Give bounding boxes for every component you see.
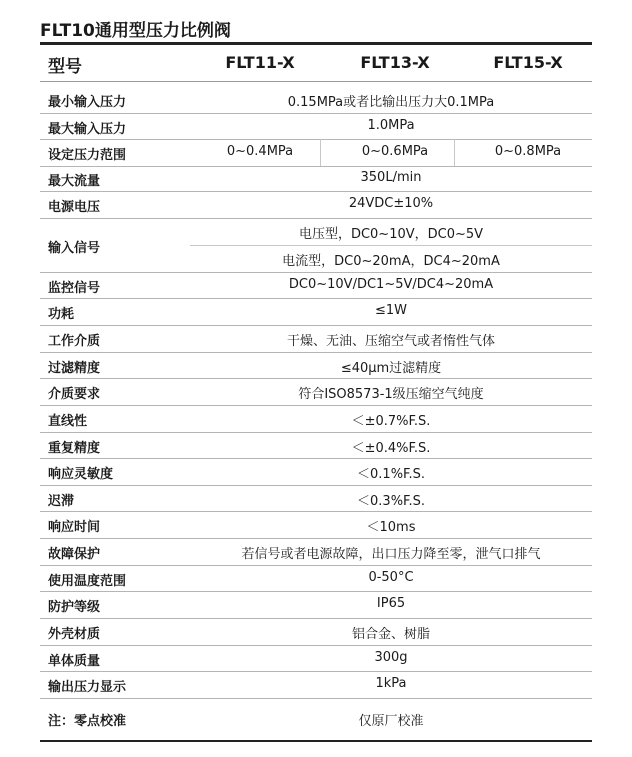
row-label: 电源电压 (48, 200, 101, 215)
table-row (40, 511, 592, 539)
row-label: 防护等级 (48, 600, 101, 615)
table-row (40, 218, 592, 273)
row-label: 介质要求 (48, 387, 101, 402)
row-label: 监控信号 (48, 281, 101, 296)
row-value: ＜±0.4%F.S. (351, 441, 431, 456)
row-value: ＜0.1%F.S. (357, 467, 425, 482)
row-value: 若信号或者电源故障，出口压力降至零，泄气口排气 (241, 547, 541, 562)
row-label: 直线性 (48, 414, 88, 429)
table-row (40, 591, 592, 619)
table-row (40, 671, 592, 699)
row-value: 0~0.8MPa (494, 144, 562, 159)
table-header-row (40, 45, 592, 82)
table-row (40, 538, 592, 566)
row-label: 输出压力显示 (48, 680, 127, 695)
table-row (40, 698, 592, 740)
row-label: 迟滞 (48, 494, 75, 509)
page-title: FLT10通用型压力比例阀 (40, 21, 231, 41)
row-value: 铝合金、树脂 (351, 627, 430, 642)
table-row (40, 618, 592, 646)
table-row (40, 378, 592, 406)
column-divider (320, 139, 321, 166)
table-row (40, 565, 592, 592)
row-label: 注：零点校准 (48, 714, 127, 729)
row-sub-divider (190, 245, 592, 246)
table-row (40, 191, 592, 219)
row-label: 工作介质 (48, 334, 101, 349)
row-label: 外壳材质 (48, 627, 101, 642)
row-value-line: 电压型，DC0~10V，DC0~5V (298, 227, 484, 242)
row-value: IP65 (376, 596, 406, 611)
row-value: 1.0MPa (367, 118, 415, 133)
row-value: 干燥、无油、压缩空气或者惰性气体 (286, 334, 495, 349)
model-flt13: FLT13-X (360, 53, 430, 72)
table-row (40, 298, 592, 326)
table-bottom-rule (40, 740, 592, 742)
table-row (40, 645, 592, 672)
table-row (40, 458, 592, 486)
row-value: 350L/min (360, 170, 422, 185)
table-row (40, 139, 592, 167)
row-value: 24VDC±10% (348, 196, 434, 211)
row-value: 0~0.6MPa (361, 144, 429, 159)
row-value: 0.15MPa或者比输出压力大0.1MPa (287, 95, 495, 110)
row-label: 单体质量 (48, 654, 101, 669)
row-value: ＜0.3%F.S. (357, 494, 425, 509)
row-value-line: 电流型，DC0~20mA，DC4~20mA (282, 254, 500, 269)
table-row (40, 485, 592, 512)
row-label: 响应时间 (48, 520, 101, 535)
model-flt15: FLT15-X (493, 53, 563, 72)
row-value: ＜10ms (366, 520, 416, 535)
row-value: 仅原厂校准 (358, 714, 424, 729)
table-row (40, 166, 592, 192)
header-label: 型号 (48, 57, 82, 77)
row-value: 0-50°C (368, 570, 414, 585)
row-label: 最大流量 (48, 174, 101, 189)
row-label: 过滤精度 (48, 361, 101, 376)
row-value: 1kPa (375, 676, 407, 691)
row-label: 输入信号 (48, 241, 101, 256)
column-divider (454, 139, 455, 166)
table-row (40, 405, 592, 433)
row-label: 功耗 (48, 307, 75, 322)
table-row (40, 352, 592, 379)
row-label: 最大输入压力 (48, 122, 127, 137)
row-value: 300g (374, 650, 408, 665)
row-value: 0~0.4MPa (226, 144, 294, 159)
model-flt11: FLT11-X (225, 53, 295, 72)
row-value: ≤1W (374, 303, 408, 318)
row-label: 重复精度 (48, 441, 101, 456)
table-row (40, 113, 592, 140)
row-value: ≤40μm过滤精度 (340, 361, 442, 376)
row-label: 响应灵敏度 (48, 467, 114, 482)
row-label: 使用温度范围 (48, 574, 127, 589)
table-row (40, 86, 592, 114)
row-value: ＜±0.7%F.S. (351, 414, 431, 429)
table-row (40, 432, 592, 459)
table-row (40, 272, 592, 299)
row-label: 故障保护 (48, 547, 101, 562)
row-value: DC0~10V/DC1~5V/DC4~20mA (288, 277, 494, 292)
row-label: 设定压力范围 (48, 148, 127, 163)
row-label: 最小输入压力 (48, 95, 127, 110)
row-value: 符合ISO8573-1级压缩空气纯度 (298, 387, 484, 402)
table-row (40, 325, 592, 353)
